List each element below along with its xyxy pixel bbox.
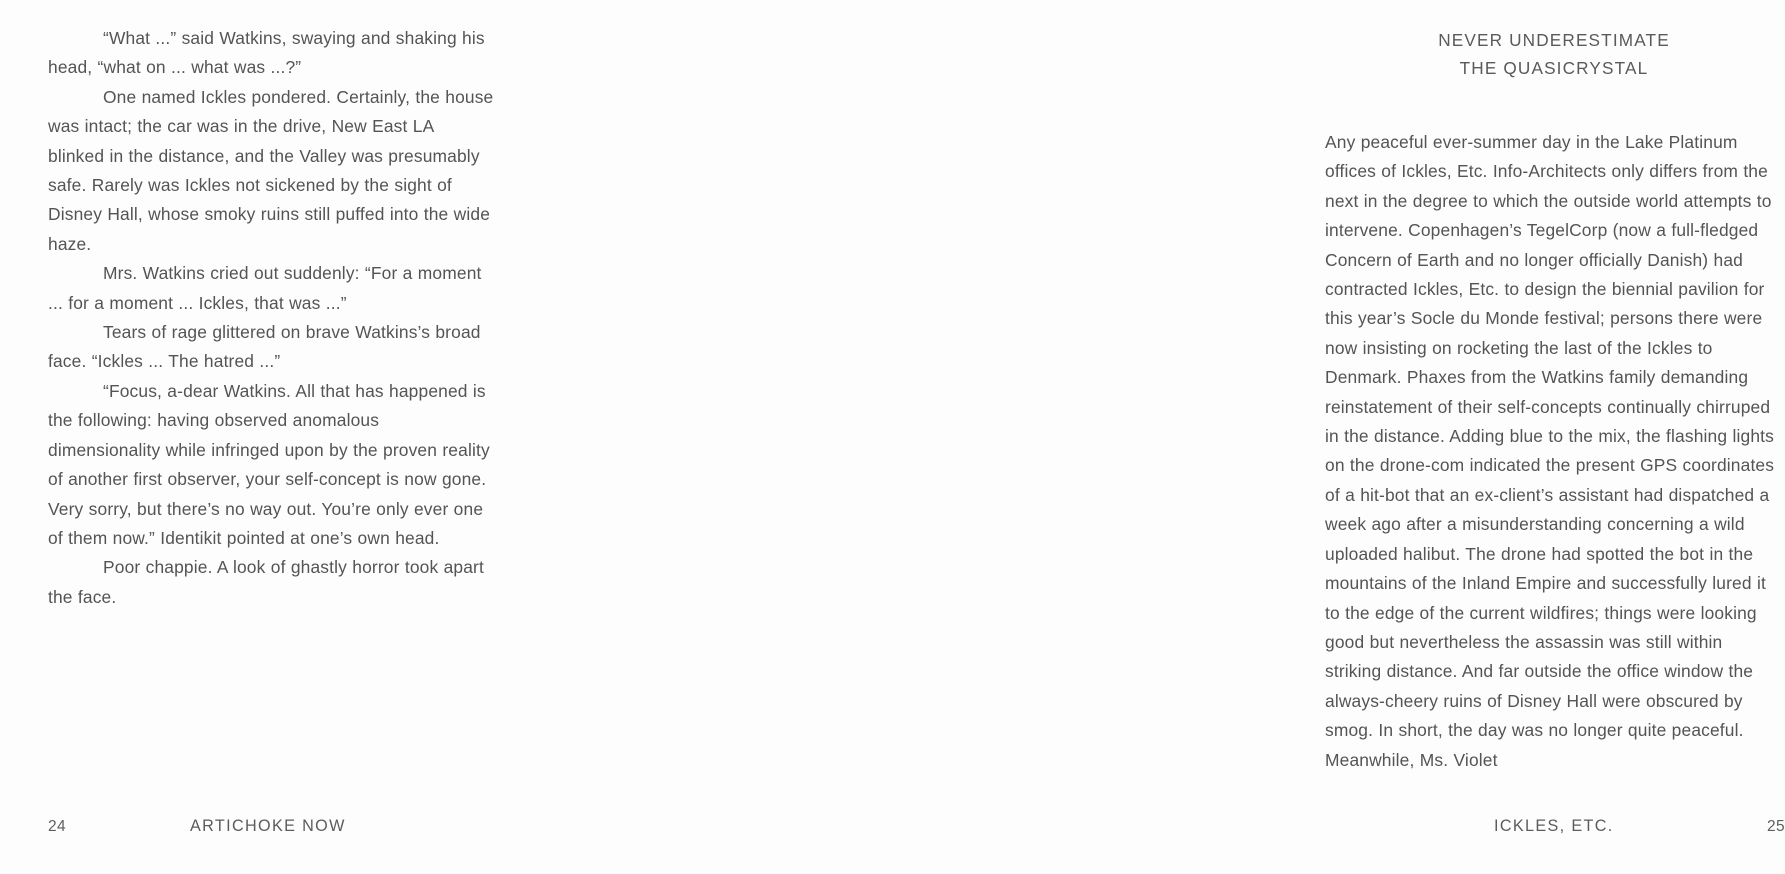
left-page-footer (0, 800, 612, 874)
paragraph: Any peaceful ever-summer day in the Lake Platinum offices of Ickles, Etc. Info-Architects only differs from the next in the degree to which the outside world attempts to intervene. Copenhagen’s TegelCorp (now a full-fledged Concern of Earth and no longer officially Danish) had contracted Ickles, Etc. to design the biennial pavilion for this year’s Socle du Monde festival; persons there were now insisting on rocketing the last of the Ickles to Denmark. Phaxes from the Watkins family demanding reinstatement of their self-concepts continually chirruped in the distance. Adding blue to the mix, the flashing lights on the drone-com indicated the present GPS coordinates of a hit-bot that an ex-client’s assistant had dispatched a week ago after a misunderstanding concerning a wild uploaded halibut. The drone had spotted the bot in the mountains of the Inland Empire and successfully lured it to the edge of the current wildfires; things were looking good but nevertheless the assassin was still within striking distance. And far outside the office window the always-cheery ruins of Disney Hall were obscured by smog. In short, the day was no longer quite peaceful. Meanwhile, Ms. Violet (1325, 132, 1775, 770)
paragraph: Poor chappie. A look of ghastly horror took apart the face. (48, 557, 484, 607)
right-page-footer (612, 800, 1785, 874)
paragraph: Mrs. Watkins cried out suddenly: “For a moment ... for a moment ... Ickles, that was ...” (48, 263, 482, 313)
right-page (612, 0, 1785, 874)
page-number-left: 24 (48, 818, 67, 835)
chapter-title-line-2: THE QUASICRYSTAL (1459, 58, 1649, 78)
running-foot-right: ICKLES, ETC. (1494, 817, 1614, 835)
chapter-title (1325, 26, 1783, 82)
chapter-title-line-1: NEVER UNDERESTIMATE (1438, 30, 1670, 50)
right-page-body (1325, 128, 1783, 775)
paragraph: One named Ickles pondered. Certainly, the house was intact; the car was in the drive, New East LA blinked in the distance, and the Valley was presumably safe. Rarely was Ickles not sickened by the sight of Disney Hall, whose smoky ruins still puffed into the wide haze. (48, 86, 494, 254)
left-page-body (48, 24, 494, 612)
left-page (0, 0, 612, 874)
running-foot-left: ARTICHOKE NOW (190, 817, 346, 835)
paragraph: Tears of rage glittered on brave Watkins’s broad face. “Ickles ... The hatred ...” (48, 322, 481, 372)
page-number-right: 25 (1767, 818, 1785, 835)
paragraph: “What ...” said Watkins, swaying and shaking his head, “what on ... what was ...?” (48, 28, 485, 78)
paragraph: “Focus, a-dear Watkins. All that has happened is the following: having observed anomalous dimensionality while infringed upon by the proven reality of another first observer, your self-concept is now gone. Very sorry, but there’s no way out. You’re only ever one of them now.” Identikit pointed at one’s own head. (48, 380, 490, 548)
